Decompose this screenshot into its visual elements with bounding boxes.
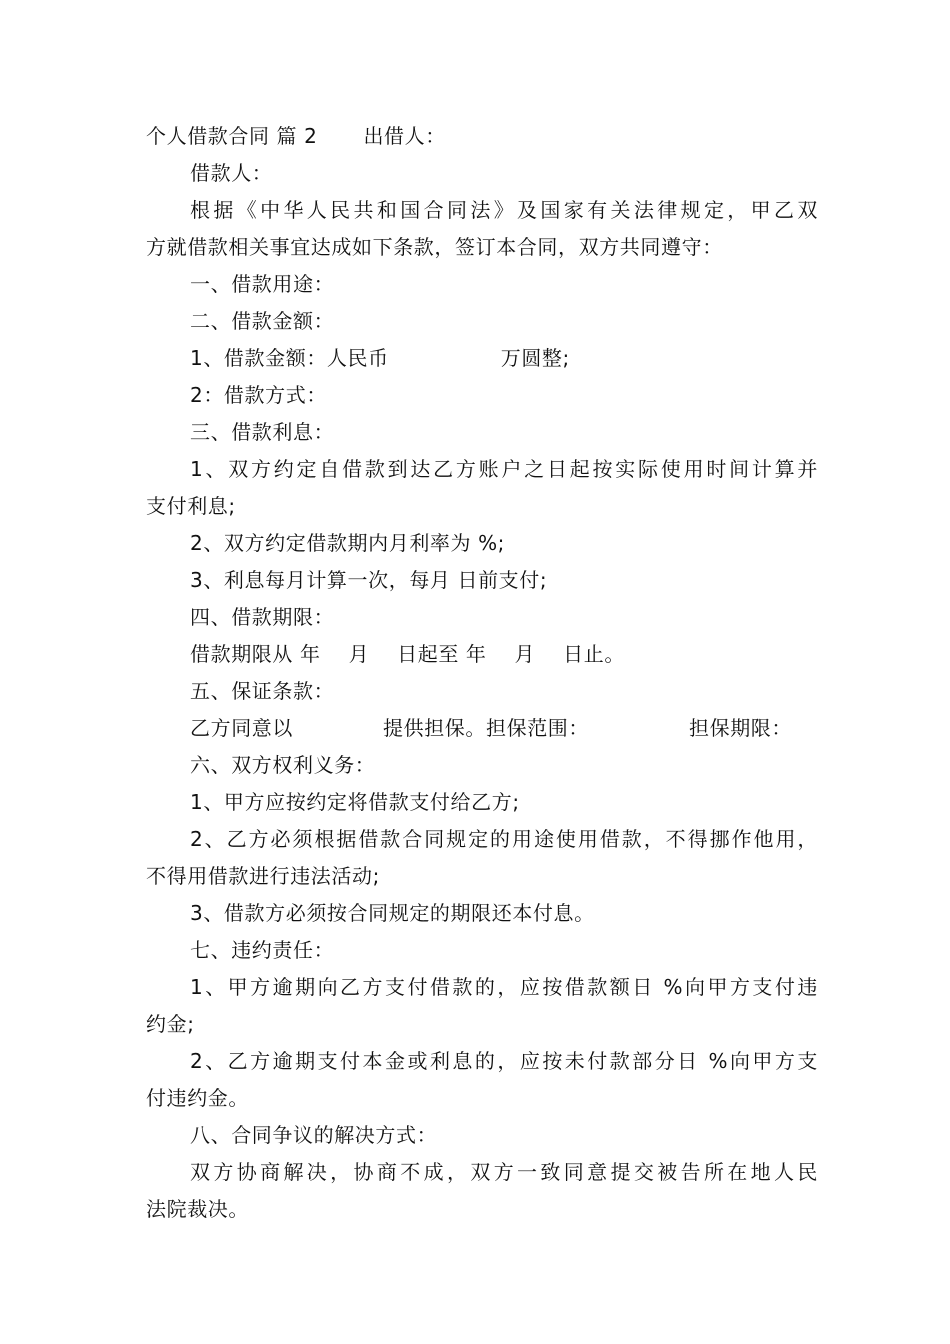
dispute-line-1: 双方协商解决，协商不成，双方一致同意提交被告所在地人民 (190, 1160, 818, 1184)
contract-body (146, 118, 818, 1228)
intro-line-2: 方就借款相关事宜达成如下条款，签订本合同，双方共同遵守： (146, 235, 723, 259)
section-1-title: 一、借款用途： (190, 272, 335, 296)
guarantee-line (146, 710, 818, 747)
rights-item-2-line-1: 2、乙方必须根据借款合同规定的用途使用借款，不得挪作他用， (190, 827, 818, 851)
breach-item-1-line-2: 约金; (146, 1012, 195, 1036)
term-end-month: 月 (514, 642, 536, 666)
interest-item-1-line-1: 1、双方约定自借款到达乙方账户之日起按实际使用时间计算并 (190, 457, 818, 481)
rights-item-3: 3、借款方必须按合同规定的期限还本付息。 (190, 901, 595, 925)
borrower-label: 借款人： (190, 161, 273, 185)
rights-item-2-line-2: 不得用借款进行违法活动; (146, 864, 380, 888)
section-7-title: 七、违约责任： (190, 938, 335, 962)
breach-item-1-line-1: 1、甲方逾期向乙方支付借款的，应按借款额日 %向甲方支付违 (190, 975, 818, 999)
guarantee-text-3: 担保期限： (689, 716, 792, 740)
breach-item-2-line-2: 付违约金。 (146, 1086, 249, 1110)
term-end-day: 日止。 (563, 642, 625, 666)
term-end-year: 日起至 年 (397, 642, 487, 666)
loan-amount-line (146, 340, 818, 377)
lender-label: 出借人： (363, 124, 446, 148)
term-start-month: 月 (348, 642, 370, 666)
section-2-title: 二、借款金额： (190, 309, 335, 333)
dispute-line-2: 法院裁决。 (146, 1197, 249, 1221)
section-6-title: 六、双方权利义务： (190, 753, 376, 777)
section-4-title: 四、借款期限： (190, 605, 335, 629)
loan-amount-label: 1、借款金额：人民币 (190, 346, 389, 370)
loan-term-line (146, 636, 818, 673)
heading-line (146, 118, 818, 155)
section-3-title: 三、借款利息： (190, 420, 335, 444)
interest-item-2: 2、双方约定借款期内月利率为 %; (190, 531, 506, 555)
section-8-title: 八、合同争议的解决方式： (190, 1123, 438, 1147)
term-start-year: 借款期限从 年 (190, 642, 321, 666)
document-title: 个人借款合同 篇 2 (146, 124, 318, 148)
guarantee-text-1: 乙方同意以 (190, 716, 293, 740)
interest-item-1-line-2: 支付利息; (146, 494, 236, 518)
intro-line-1: 根据《中华人民共和国合同法》及国家有关法律规定，甲乙双 (190, 198, 818, 222)
guarantee-text-2: 提供担保。担保范围： (383, 716, 589, 740)
loan-amount-unit: 万圆整; (500, 346, 570, 370)
section-5-title: 五、保证条款： (190, 679, 335, 703)
breach-item-2-line-1: 2、乙方逾期支付本金或利息的，应按未付款部分日 %向甲方支 (190, 1049, 818, 1073)
interest-item-3: 3、利息每月计算一次，每月 日前支付; (190, 568, 548, 592)
loan-method-line: 2：借款方式： (190, 383, 327, 407)
rights-item-1: 1、甲方应按约定将借款支付给乙方; (190, 790, 520, 814)
